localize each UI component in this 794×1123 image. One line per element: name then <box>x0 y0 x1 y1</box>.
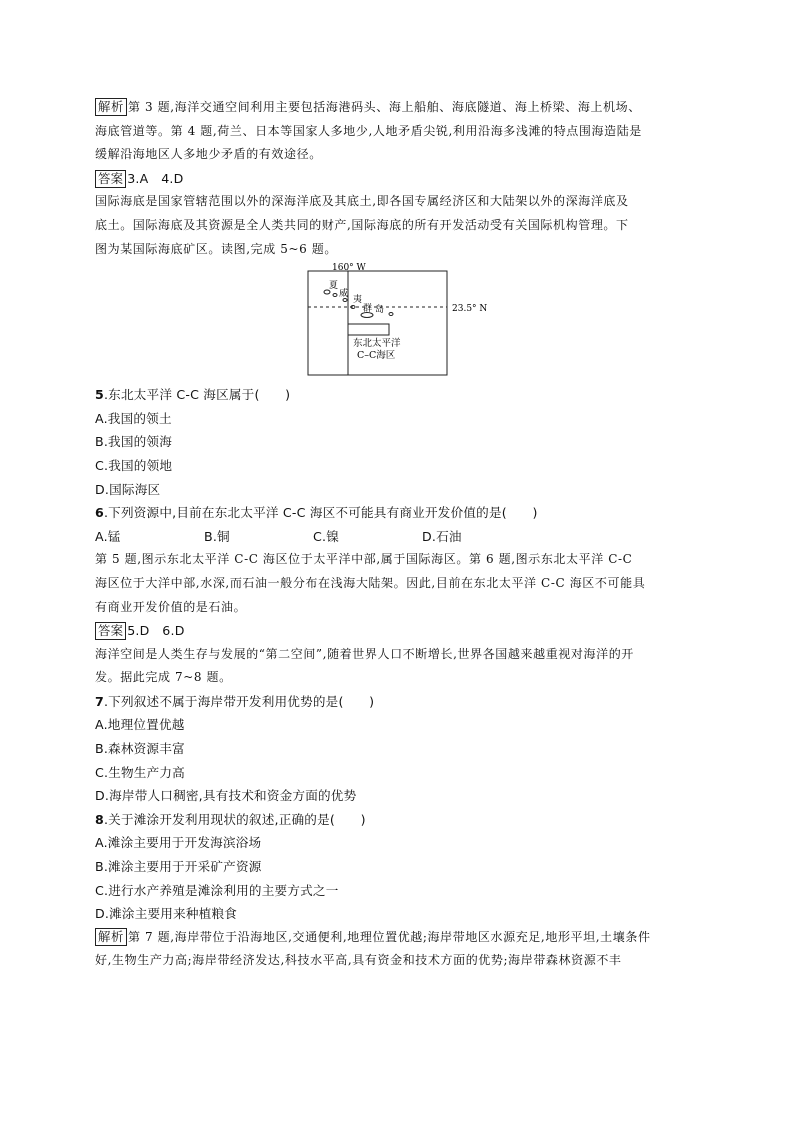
question-number: 7 <box>95 693 104 709</box>
analysis-line: 海底管道等。第 4 题,荷兰、日本等国家人多地少,人地矛盾尖锐,利用沿海多浅滩的特点围海造陆是 <box>95 123 642 138</box>
analysis-text: 第 3 题,海洋交通空间利用主要包括海港码头、海上船舶、海底隧道、海上桥梁、海上机场、 <box>127 100 641 114</box>
option: C.生物生产力高 <box>95 764 185 780</box>
island-shape <box>333 294 337 297</box>
island-char: 威 <box>339 289 349 300</box>
option: D.海岸带人口稠密,具有技术和资金方面的优势 <box>95 788 357 804</box>
option: B.我国的领海 <box>95 434 173 450</box>
island-shape <box>389 313 393 316</box>
question-5 <box>95 383 705 407</box>
analysis-line <box>95 96 705 120</box>
seabed-map-figure <box>95 261 705 383</box>
island-shape <box>343 299 347 302</box>
option: D.国际海区 <box>95 481 161 497</box>
question-7 <box>95 690 705 714</box>
question-stem: .东北太平洋 C-C 海区属于( ) <box>103 387 291 403</box>
island-shape <box>324 290 330 294</box>
document-page <box>95 96 705 973</box>
island-char: 岛 <box>375 305 385 316</box>
question-stem: .下列叙述不属于海岸带开发利用优势的是( ) <box>103 693 375 709</box>
analysis-tag: 解析 <box>95 98 127 116</box>
analysis-line <box>95 926 705 950</box>
region-label: C–C海区 <box>357 350 396 362</box>
latitude-label: 23.5° N <box>452 304 488 315</box>
analysis-tag: 解析 <box>95 928 127 946</box>
question-6 <box>95 501 705 525</box>
analysis-line: 缓解沿海地区人多地少矛盾的有效途径。 <box>95 147 322 162</box>
analysis-line: 有商业开发价值的是石油。 <box>95 599 247 614</box>
option: B.铜 <box>204 528 230 544</box>
question-stem: .下列资源中,目前在东北太平洋 C-C 海区不可能具有商业开发价值的是( ) <box>103 505 538 521</box>
question-number: 6 <box>95 505 104 521</box>
island-char: 群 <box>363 304 373 315</box>
option: A.锰 <box>95 528 121 544</box>
analysis-line: 好,生物生产力高;海岸带经济发达,科技水平高,具有资金和技术方面的优势;海岸带森林资源不丰 <box>95 953 622 968</box>
options-row <box>95 525 705 549</box>
longitude-label: 160° W <box>332 263 366 274</box>
option: A.我国的领土 <box>95 410 172 426</box>
intro-line: 底土。国际海底及其资源是全人类共同的财产,国际海底的所有开发活动受有关国际机构管理。下 <box>95 217 629 232</box>
intro-line: 海洋空间是人类生存与发展的“第二空间”,随着世界人口不断增长,世界各国越来越重视对海洋的开 <box>95 646 634 661</box>
option: D.滩涂主要用来种植粮食 <box>95 906 238 922</box>
intro-line: 图为某国际海底矿区。读图,完成 5~6 题。 <box>95 241 337 256</box>
island-char: 夏 <box>329 281 339 292</box>
question-number: 5 <box>95 387 104 403</box>
answer-text: 5.D 6.D <box>127 623 185 639</box>
option: C.进行水产养殖是滩涂利用的主要方式之一 <box>95 882 339 898</box>
option: C.镍 <box>313 528 339 544</box>
option: B.森林资源丰富 <box>95 741 185 757</box>
option: A.地理位置优越 <box>95 717 185 733</box>
analysis-text: 第 7 题,海岸带位于沿海地区,交通便利,地理位置优越;海岸带地区水源充足,地形平坦,土壤条件 <box>127 929 651 944</box>
question-8 <box>95 808 705 832</box>
island-char: 夷 <box>353 295 363 306</box>
answer-line <box>95 167 705 191</box>
option: B.滩涂主要用于开采矿产资源 <box>95 859 262 875</box>
region-label: 东北太平洋 <box>353 338 401 350</box>
intro-line: 国际海底是国家管辖范围以外的深海洋底及其底土,即各国专属经济区和大陆架以外的深海洋底及 <box>95 194 629 209</box>
option: C.我国的领地 <box>95 457 173 473</box>
answer-line <box>95 619 705 643</box>
option: D.石油 <box>422 528 462 544</box>
question-number: 8 <box>95 811 104 827</box>
answer-tag: 答案 <box>95 622 126 640</box>
mining-area-box <box>348 324 389 335</box>
intro-line: 发。据此完成 7~8 题。 <box>95 670 232 685</box>
seabed-map <box>95 261 705 383</box>
analysis-line: 海区位于大洋中部,水深,而石油一般分布在浅海大陆架。因此,目前在东北太平洋 C-C 海区不可能具 <box>95 575 646 590</box>
answer-tag: 答案 <box>95 170 126 188</box>
question-stem: .关于滩涂开发利用现状的叙述,正确的是( ) <box>103 811 366 827</box>
analysis-line: 第 5 题,图示东北太平洋 C-C 海区位于太平洋中部,属于国际海区。第 6 题,图示东北太平洋 C-C <box>95 552 633 567</box>
answer-text: 3.A 4.D <box>127 170 184 186</box>
option: A.滩涂主要用于开发海滨浴场 <box>95 835 262 851</box>
